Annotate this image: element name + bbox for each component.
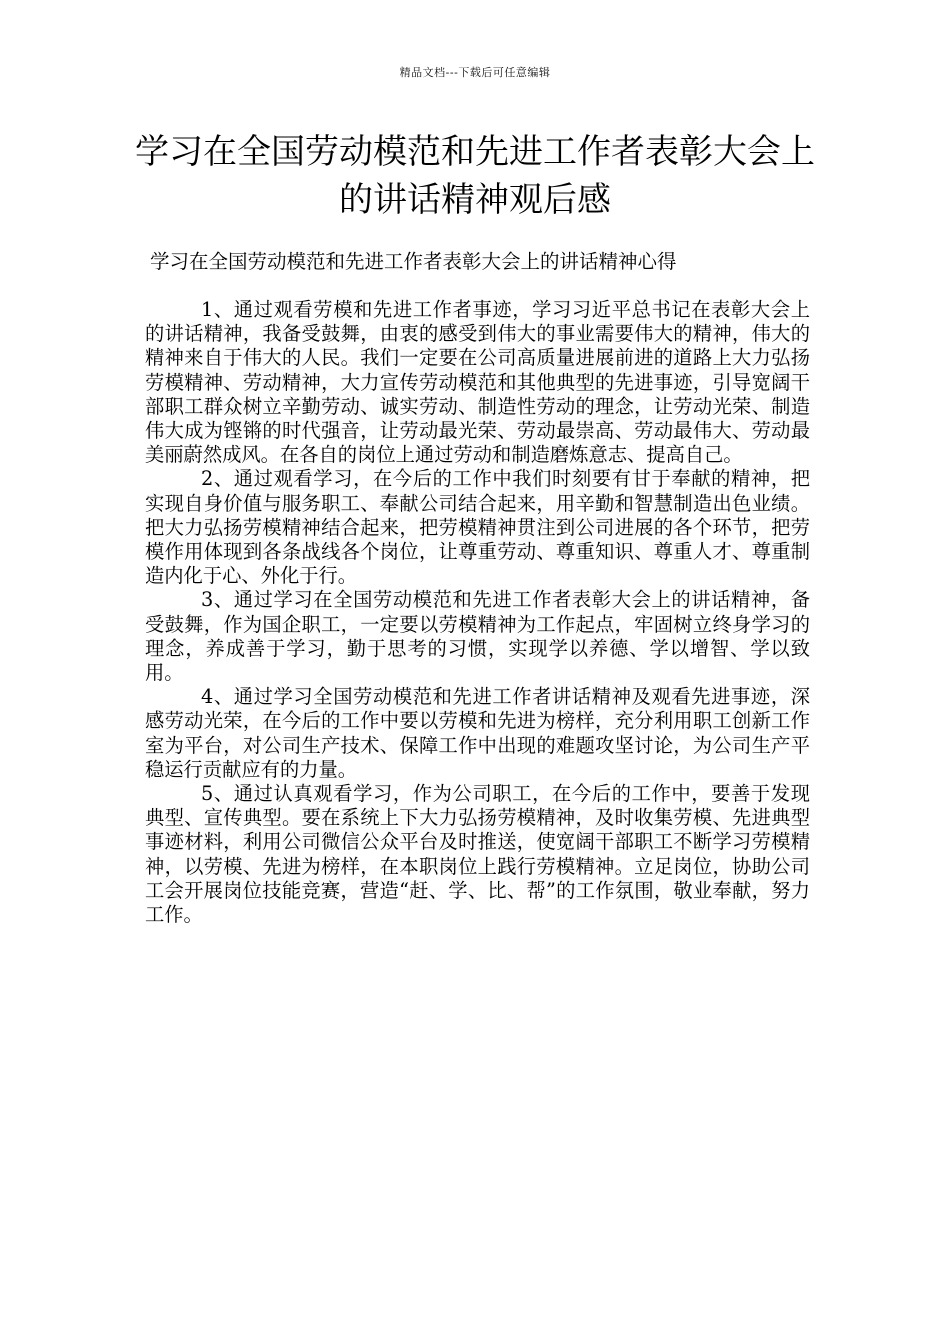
paragraph-1: 1、通过观看劳模和先进工作者事迹，学习习近平总书记在表彰大会上的讲话精神，我备受鼓舞，由衷的感受到伟大的事业需要伟大的精神，伟大的精神来自于伟大的人民。我们一定要在公司高质量进展前进的道路上大力弘扬劳模精神、劳动精神，大力宣传劳动模范和其他典型的先进事迹，引导宽阔干部职工群众树立辛勤劳动、诚实劳动、制造性劳动的理念，让劳动光荣、制造伟大成为铿锵的时代强音，让劳动最光荣、劳动最崇高、劳动最伟大、劳动最美丽蔚然成风。在各自的岗位上通过劳动和制造磨炼意志、提高自己。 [145,298,810,467]
paragraph-4: 4、通过学习全国劳动模范和先进工作者讲话精神及观看先进事迹，深感劳动光荣，在今后的工作中要以劳模和先进为榜样，充分利用职工创新工作室为平台，对公司生产技术、保障工作中出现的难题攻坚讨论，为公司生产平稳运行贡献应有的力量。 [145,685,810,781]
document-body [145,298,810,927]
paragraph-2: 2、通过观看学习，在今后的工作中我们时刻要有甘于奉献的精神，把实现自身价值与服务职工、奉献公司结合起来，用辛勤和智慧制造出色业绩。把大力弘扬劳模精神结合起来，把劳模精神贯注到公司进展的各个环节，把劳模作用体现到各条战线各个岗位，让尊重劳动、尊重知识、尊重人才、尊重制造内化于心、外化于行。 [145,467,810,588]
paragraph-3: 3、通过学习在全国劳动模范和先进工作者表彰大会上的讲话精神，备受鼓舞，作为国企职工，一定要以劳模精神为工作起点，牢固树立终身学习的理念，养成善于学习，勤于思考的习惯，实现学以养德、学以增智、学以致用。 [145,588,810,685]
paragraph-5: 5、通过认真观看学习，作为公司职工，在今后的工作中，要善于发现典型、宣传典型。要在系统上下大力弘扬劳模精神，及时收集劳模、先进典型事迹材料，利用公司微信公众平台及时推送，使宽阔干部职工不断学习劳模精神，以劳模、先进为榜样，在本职岗位上践行劳模精神。立足岗位，协助公司工会开展岗位技能竞赛，营造“赶、学、比、帮”的工作氛围，敬业奉献，努力工作。 [145,782,810,927]
document-subtitle: 学习在全国劳动模范和先进工作者表彰大会上的讲话精神心得 [150,250,677,273]
header-note: 精品文档---下载后可任意编辑 [399,66,551,79]
document-title: 学习在全国劳动模范和先进工作者表彰大会上的讲话精神观后感 [135,132,815,220]
